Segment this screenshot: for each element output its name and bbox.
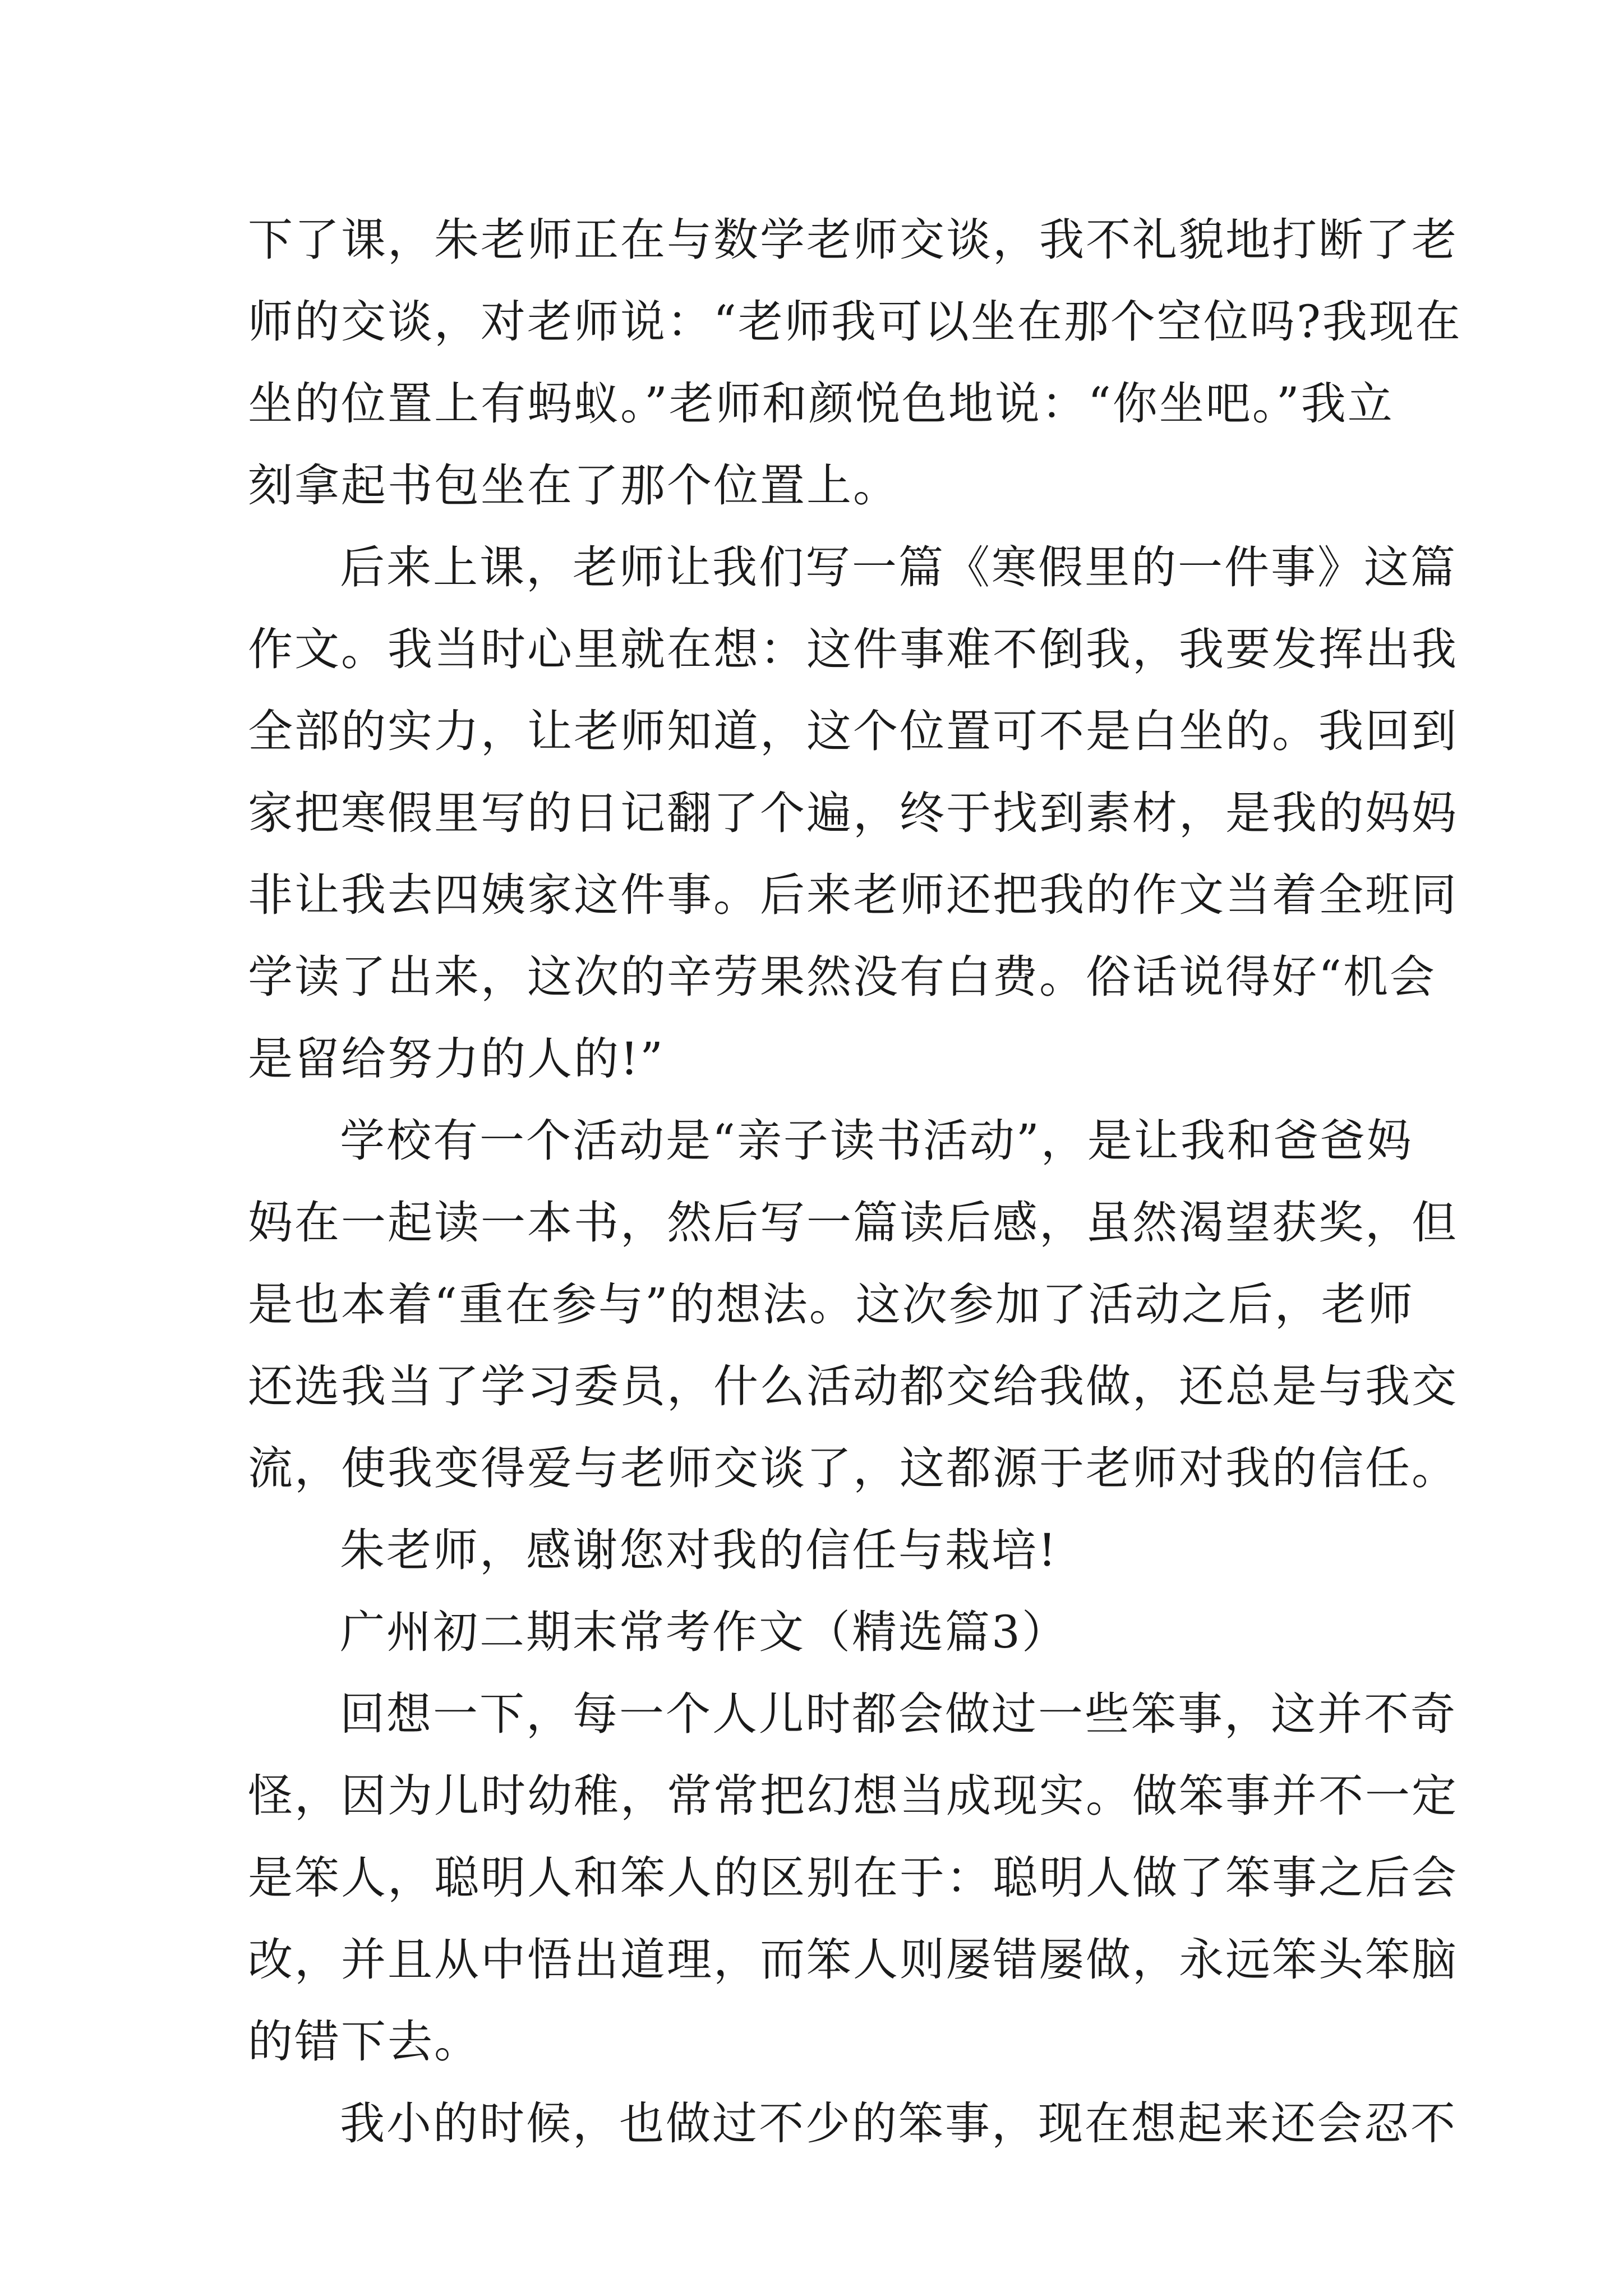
text-line: 的错下去。 xyxy=(248,2016,481,2068)
text-line: 是留给努力的人的!” xyxy=(248,1033,665,1085)
text-line: 朱老师，感谢您对我的信任与栽培! xyxy=(340,1524,1058,1576)
text-line: 改，并且从中悟出道理，而笨人则屡错屡做，永远笨头笨脑 xyxy=(248,1934,1458,1986)
text-line: 家把寒假里写的日记翻了个遍，终于找到素材，是我的妈妈 xyxy=(248,787,1458,839)
text-line: 怪，因为儿时幼稚，常常把幻想当成现实。做笨事并不一定 xyxy=(248,1770,1458,1822)
text-line: 学读了出来，这次的辛劳果然没有白费。俗话说得好“机会 xyxy=(248,951,1436,1003)
text-line: 回想一下，每一个人儿时都会做过一些笨事，这并不奇 xyxy=(340,1688,1457,1740)
text-line: 学校有一个活动是“亲子读书活动”，是让我和爸爸妈 xyxy=(340,1115,1413,1167)
text-line: 流，使我变得爱与老师交谈了，这都源于老师对我的信任。 xyxy=(248,1442,1458,1494)
text-line: 下了课，朱老师正在与数学老师交谈，我不礼貌地打断了老 xyxy=(248,214,1458,266)
body-text xyxy=(248,199,1462,2165)
text-line: 后来上课，老师让我们写一篇《寒假里的一件事》这篇 xyxy=(340,541,1457,593)
text-line: 坐的位置上有蚂蚁。”老师和颜悦色地说：“你坐吧。”我立 xyxy=(248,378,1394,430)
text-line: 是也本着“重在参与”的想法。这次参加了活动之后，老师 xyxy=(248,1278,1414,1331)
text-line: 刻拿起书包坐在了那个位置上。 xyxy=(248,459,900,512)
text-line: 还选我当了学习委员，什么活动都交给我做，还总是与我交 xyxy=(248,1360,1458,1412)
text-line: 我小的时候，也做过不少的笨事，现在想起来还会忍不 xyxy=(340,2097,1457,2150)
text-line: 非让我去四姨家这件事。后来老师还把我的作文当着全班同 xyxy=(248,869,1458,921)
text-line: 师的交谈，对老师说：“老师我可以坐在那个空位吗?我现在 xyxy=(248,296,1462,348)
text-line: 全部的实力，让老师知道，这个位置可不是白坐的。我回到 xyxy=(248,705,1458,757)
text-line: 作文。我当时心里就在想：这件事难不倒我，我要发挥出我 xyxy=(248,623,1458,675)
text-line: 妈在一起读一本书，然后写一篇读后感，虽然渴望获奖，但 xyxy=(248,1197,1458,1249)
section-heading: 广州初二期末常考作文（精选篇3） xyxy=(340,1606,1068,1658)
text-line: 是笨人，聪明人和笨人的区别在于：聪明人做了笨事之后会 xyxy=(248,1852,1458,1904)
